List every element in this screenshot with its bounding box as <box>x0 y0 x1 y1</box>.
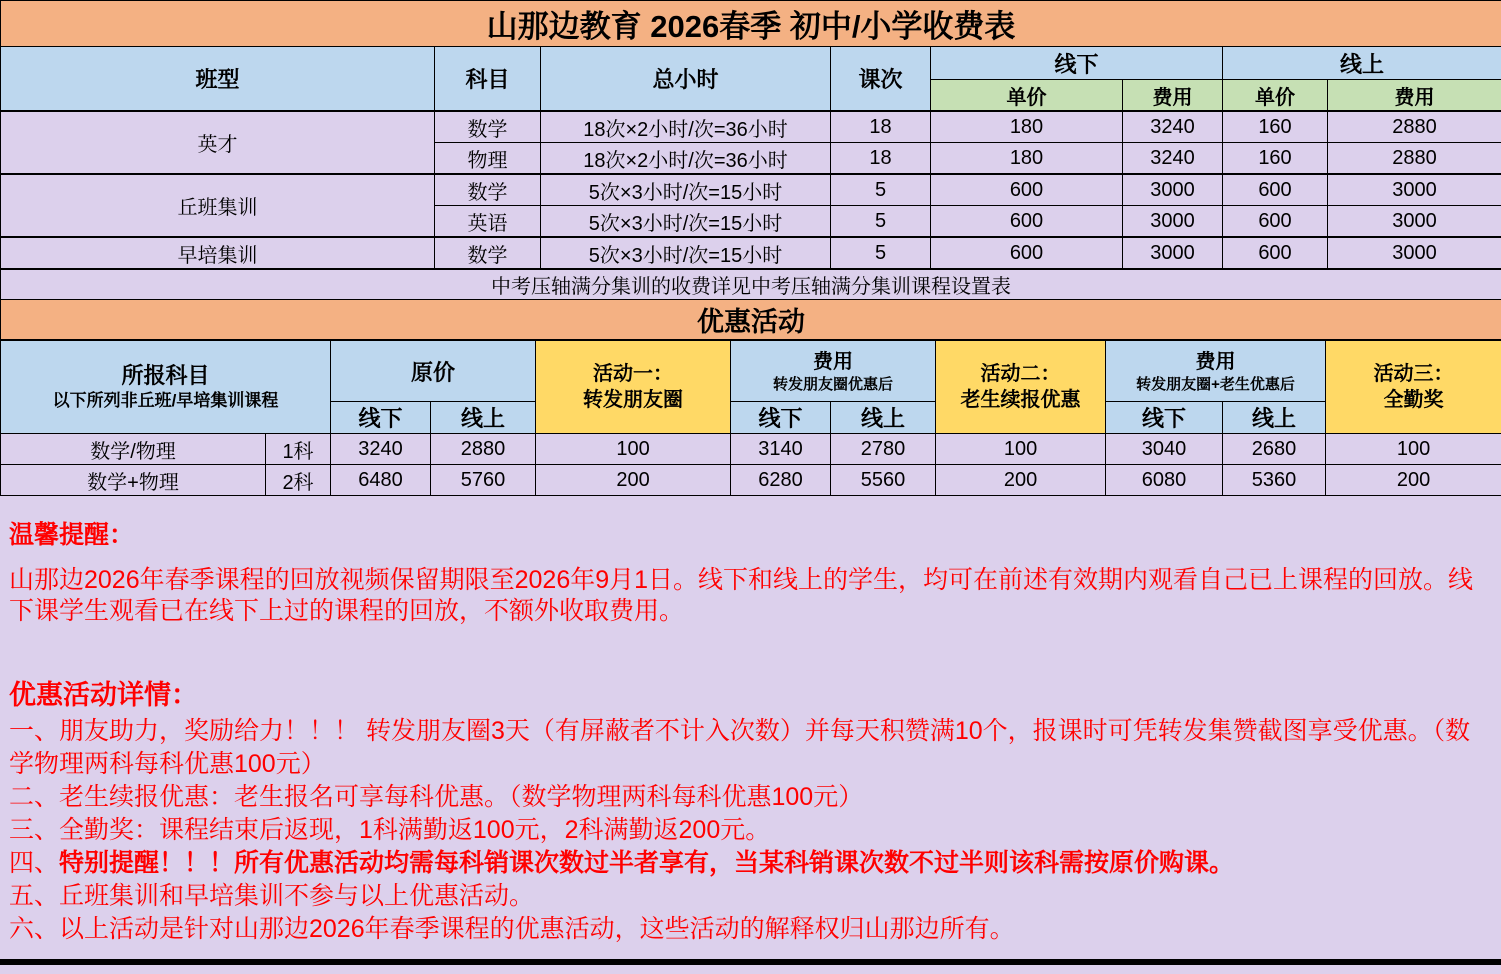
header-fee2-online: 线上 <box>1223 402 1326 434</box>
header-sessions: 课次 <box>831 47 931 112</box>
cell-class-type: 丘班集训 <box>1 174 435 237</box>
cell-fee2-online: 5360 <box>1223 465 1326 496</box>
activity-2-label: 活动二： <box>980 363 1061 385</box>
cell-original-online: 2880 <box>431 434 536 465</box>
cell-online-fee: 3000 <box>1328 237 1501 269</box>
cell-subject-count: 1科 <box>266 434 331 465</box>
fee-row-zaopei-math <box>1 237 1501 269</box>
header-fee-after-share-renewal <box>1106 341 1326 402</box>
cell-hours: 5次×3小时/次=15小时 <box>541 174 831 206</box>
cell-sessions: 18 <box>831 143 931 175</box>
cell-sessions: 18 <box>831 111 931 143</box>
page-title: 山那边教育 2026春季 初中/小学收费表 <box>1 1 1501 47</box>
promo-details-title: 优惠活动详情： <box>9 680 198 710</box>
enrolled-subjects-title: 所报科目 <box>121 363 210 388</box>
cell-online-unit: 600 <box>1223 174 1328 206</box>
activity-3-desc: 全勤奖 <box>1383 389 1444 411</box>
promo-row-one-subject <box>1 434 1501 465</box>
cell-subject: 数学 <box>435 237 541 269</box>
header-fee-after-share <box>731 341 936 402</box>
header-fee2-offline: 线下 <box>1106 402 1223 434</box>
cell-subjects: 数学/物理 <box>1 434 266 465</box>
header-offline: 线下 <box>931 47 1223 80</box>
cell-offline-fee: 3000 <box>1123 237 1223 269</box>
header-total-hours: 总小时 <box>541 47 831 112</box>
promo-detail-item-5: 五、丘班集训和早培集训不参与以上优惠活动。 <box>9 882 535 910</box>
cell-online-fee: 3000 <box>1328 174 1501 206</box>
cell-sessions: 5 <box>831 206 931 238</box>
promo-row-two-subjects <box>1 465 1501 496</box>
cell-subject: 数学 <box>435 111 541 143</box>
cell-fee1-offline: 6280 <box>731 465 831 496</box>
cell-fee2-online: 2680 <box>1223 434 1326 465</box>
cell-fee2-offline: 3040 <box>1106 434 1223 465</box>
cell-online-unit: 600 <box>1223 237 1328 269</box>
fee-after-share-renewal-desc: 转发朋友圈+老生优惠后 <box>1136 375 1295 393</box>
promo-detail-item-3: 三、全勤奖：课程结束后返现，1科满勤返100元，2科满勤返200元。 <box>9 816 771 844</box>
promo-header-row-1 <box>1 341 1501 402</box>
header-activity-3 <box>1326 341 1501 434</box>
promo-banner: 优惠活动 <box>1 300 1501 340</box>
cell-activity1-discount: 100 <box>536 434 731 465</box>
activity-1-label: 活动一： <box>593 363 674 385</box>
cell-class-type: 早培集训 <box>1 237 435 269</box>
fee-row-yingcai-math <box>1 111 1501 143</box>
cell-activity2-discount: 200 <box>936 465 1106 496</box>
header-online-fee: 费用 <box>1328 80 1501 112</box>
promo-detail-item-1: 一、朋友助力，奖励给力！！！ 转发朋友圈3天（有屏蔽者不计入次数）并每天积赞满10个，报课时可凭转发集赞截图享受优惠。（数学物理两科每科优惠100元） <box>9 717 1471 778</box>
enrolled-subjects-subtitle: 以下所列非丘班/早培集训课程 <box>52 391 279 410</box>
cell-sessions: 5 <box>831 237 931 269</box>
cell-hours: 5次×3小时/次=15小时 <box>541 237 831 269</box>
cell-hours: 5次×3小时/次=15小时 <box>541 206 831 238</box>
fee-after-share-label: 费用 <box>813 350 854 373</box>
fee-table <box>0 0 1501 340</box>
cell-subject: 英语 <box>435 206 541 238</box>
header-original-online: 线上 <box>431 402 536 434</box>
cell-offline-unit: 600 <box>931 237 1123 269</box>
item-4-bold-warning: 特别提醒！！！所有优惠活动均需每科销课次数过半者享有，当某科销课次数不过半则该科需按原价购课。 <box>59 849 1235 877</box>
header-offline-fee: 费用 <box>1123 80 1223 112</box>
title-row <box>1 1 1501 47</box>
promo-detail-item-6: 六、以上活动是针对山那边2026年春季课程的优惠活动，这些活动的解释权归山那边所有。 <box>9 915 1015 943</box>
header-activity-1 <box>536 341 731 434</box>
cell-activity3-reward: 200 <box>1326 465 1501 496</box>
cell-subject-count: 2科 <box>266 465 331 496</box>
cell-online-unit: 600 <box>1223 206 1328 238</box>
cell-online-fee: 2880 <box>1328 111 1501 143</box>
promo-banner-row <box>1 300 1501 340</box>
cell-offline-unit: 180 <box>931 143 1123 175</box>
promo-detail-item-4 <box>9 847 1495 880</box>
cell-original-offline: 3240 <box>331 434 431 465</box>
promo-table <box>0 340 1501 496</box>
cell-activity2-discount: 100 <box>936 434 1106 465</box>
cell-hours: 18次×2小时/次=36小时 <box>541 143 831 175</box>
header-original-offline: 线下 <box>331 402 431 434</box>
cell-activity3-reward: 100 <box>1326 434 1501 465</box>
warm-reminder-body: 山那边2026年春季课程的回放视频保留期限至2026年9月1日。线下和线上的学生，均可在前述有效期内观看自己已上课程的回放。线下课学生观看已在线下上过的课程的回放，不额外收取费用。 <box>9 566 1474 625</box>
header-offline-unit-price: 单价 <box>931 80 1123 112</box>
cell-offline-fee: 3240 <box>1123 143 1223 175</box>
cell-offline-fee: 3240 <box>1123 111 1223 143</box>
header-online-unit-price: 单价 <box>1223 80 1328 112</box>
cell-hours: 18次×2小时/次=36小时 <box>541 111 831 143</box>
cell-offline-unit: 600 <box>931 206 1123 238</box>
cell-class-type: 英才 <box>1 111 435 174</box>
header-fee1-offline: 线下 <box>731 402 831 434</box>
cell-sessions: 5 <box>831 174 931 206</box>
cell-online-unit: 160 <box>1223 111 1328 143</box>
cell-subject: 数学 <box>435 174 541 206</box>
fee-note-row <box>1 269 1501 300</box>
cell-subjects: 数学+物理 <box>1 465 266 496</box>
header-subject: 科目 <box>435 47 541 112</box>
promo-detail-item-2: 二、老生续报优惠：老生报名可享每科优惠。（数学物理两科每科优惠100元） <box>9 783 864 811</box>
cell-offline-fee: 3000 <box>1123 174 1223 206</box>
header-original-price: 原价 <box>331 341 536 402</box>
activity-1-desc: 转发朋友圈 <box>583 389 684 411</box>
fee-after-share-renewal-label: 费用 <box>1195 350 1236 373</box>
header-fee1-online: 线上 <box>831 402 936 434</box>
header-online: 线上 <box>1223 47 1501 80</box>
cell-offline-unit: 600 <box>931 174 1123 206</box>
warm-reminder-section <box>0 520 1501 627</box>
promo-details-section <box>0 679 1501 946</box>
cell-offline-unit: 180 <box>931 111 1123 143</box>
cell-offline-fee: 3000 <box>1123 206 1223 238</box>
cell-online-fee: 2880 <box>1328 143 1501 175</box>
header-class-type: 班型 <box>1 47 435 112</box>
fee-row-qiuban-math <box>1 174 1501 206</box>
cell-activity1-discount: 200 <box>536 465 731 496</box>
cell-fee1-online: 5560 <box>831 465 936 496</box>
activity-2-desc: 老生续报优惠 <box>960 389 1081 411</box>
warm-reminder-title: 温馨提醒： <box>9 521 135 549</box>
bottom-border-line <box>0 959 1501 965</box>
activity-3-label: 活动三： <box>1373 363 1454 385</box>
fee-note: 中考压轴满分集训的收费详见中考压轴满分集训课程设置表 <box>1 269 1501 300</box>
cell-original-online: 5760 <box>431 465 536 496</box>
cell-subject: 物理 <box>435 143 541 175</box>
fee-after-share-desc: 转发朋友圈优惠后 <box>773 375 894 393</box>
cell-fee1-online: 2780 <box>831 434 936 465</box>
item-4-prefix: 四、 <box>9 849 60 877</box>
cell-original-offline: 6480 <box>331 465 431 496</box>
header-enrolled-subjects <box>1 341 331 434</box>
cell-online-unit: 160 <box>1223 143 1328 175</box>
cell-fee2-offline: 6080 <box>1106 465 1223 496</box>
fee-header-row-1 <box>1 47 1501 80</box>
cell-online-fee: 3000 <box>1328 206 1501 238</box>
header-activity-2 <box>936 341 1106 434</box>
cell-fee1-offline: 3140 <box>731 434 831 465</box>
